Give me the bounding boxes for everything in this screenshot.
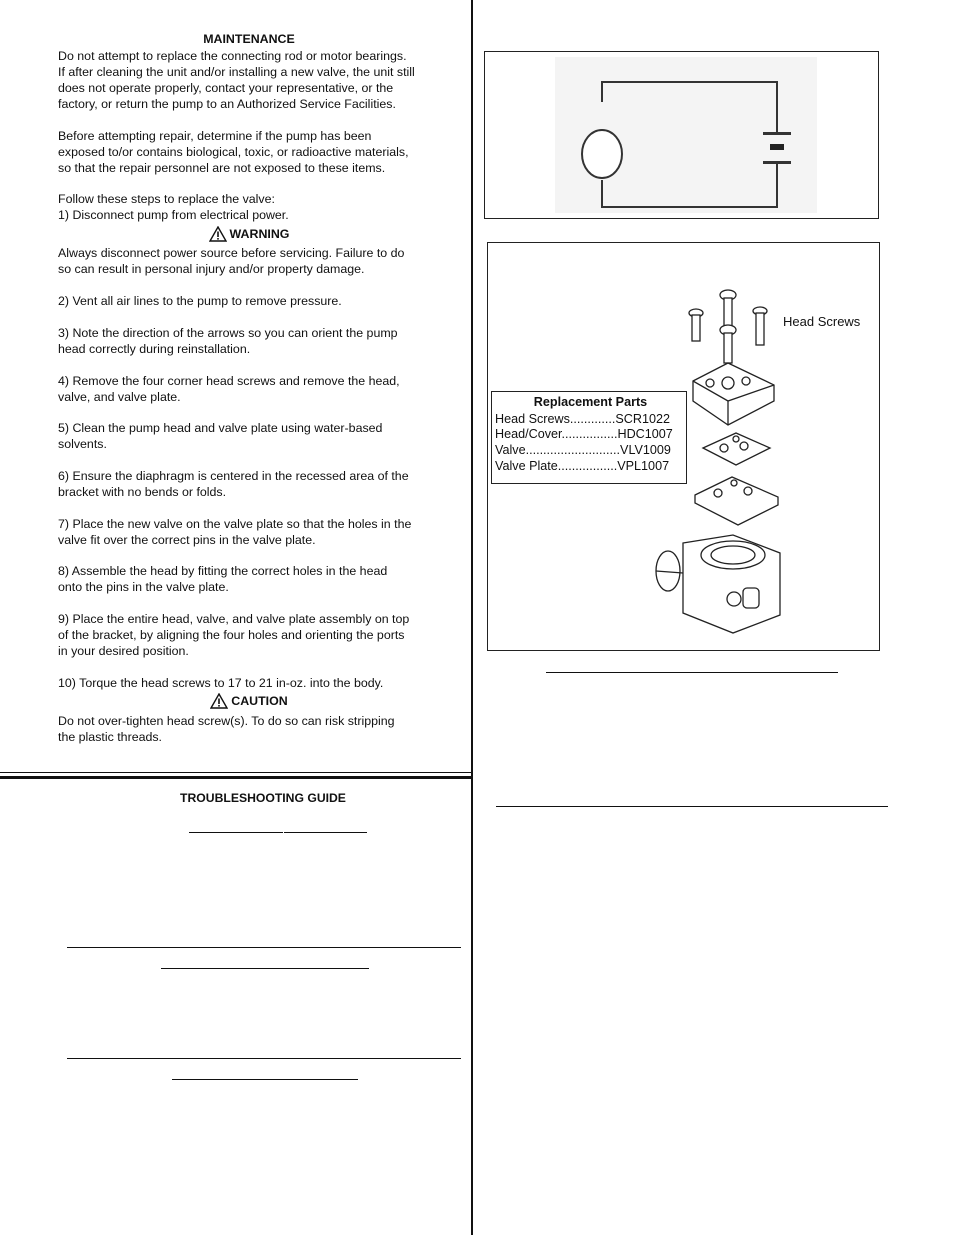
troubleshooting-heading: TROUBLESHOOTING GUIDE [180, 791, 346, 805]
section-separator [0, 772, 472, 773]
text-line: 3) Note the direction of the arrows so you can orient the pump [58, 326, 398, 340]
replacement-parts-title: Replacement Parts [533, 395, 648, 409]
valve-icon [703, 433, 770, 465]
text-line: If after cleaning the unit and/or installing a new valve, the unit still [58, 65, 415, 79]
part-row: Valve Plate.................VPL1007 [495, 458, 670, 473]
text-line: 8) Assemble the head by fitting the correct holes in the head [58, 564, 388, 578]
rule-line [189, 832, 283, 833]
text-line: the plastic threads. [58, 730, 163, 744]
step-2: 2) Vent all air lines to the pump to remove pressure. [58, 294, 342, 308]
text-line: in your desired position. [58, 644, 189, 658]
part-row: Head/Cover................HDC1007 [495, 427, 673, 442]
warning-label [58, 226, 440, 242]
steps-intro [58, 191, 458, 223]
maintenance-heading: MAINTENANCE [203, 32, 295, 46]
text-line: Always disconnect power source before servicing. Failure to do [58, 246, 405, 260]
text-line: valve fit over the correct pins in the valve plate. [58, 533, 316, 547]
text-line: 5) Clean the pump head and valve plate using water-based [58, 421, 383, 435]
maintenance-precaution [58, 128, 458, 176]
step-6 [58, 468, 458, 500]
text-line: 6) Ensure the diaphragm is centered in the recessed area of the [58, 469, 409, 483]
step-7 [58, 516, 458, 548]
caution-label [58, 693, 440, 709]
motor-icon [582, 130, 622, 178]
section-separator-thick [0, 776, 472, 779]
text-line: does not operate properly, contact your representative, or the [58, 81, 394, 95]
warning-triangle-icon [209, 226, 227, 242]
text-line: of the bracket, by aligning the four holes and orienting the ports [58, 628, 405, 642]
text-line: so that the repair personnel are not exposed to these items. [58, 161, 386, 175]
step-10: 10) Torque the head screws to 17 to 21 in-oz. into the body. [58, 676, 384, 690]
text-line: 9) Place the entire head, valve, and valve plate assembly on top [58, 612, 410, 626]
text-line: 7) Place the new valve on the valve plate so that the holes in the [58, 517, 412, 531]
rule-line [67, 1058, 461, 1059]
text-line: Do not attempt to replace the connecting rod or motor bearings. [58, 49, 407, 63]
rule-line [284, 832, 367, 833]
text-line: Follow these steps to replace the valve: [58, 192, 275, 206]
caution-text-label: CAUTION [231, 694, 288, 708]
text-line: factory, or return the pump to an Authorized Service Facilities. [58, 97, 396, 111]
screw-icon [689, 290, 767, 363]
step-8 [58, 563, 458, 595]
rule-line [496, 806, 888, 807]
caution-text [58, 713, 458, 745]
text-line: exposed to/or contains biological, toxic, or radioactive materials, [58, 145, 409, 159]
part-row: Valve...........................VLV1009 [495, 443, 671, 458]
pump-head-icon [693, 363, 774, 425]
text-line: Before attempting repair, determine if the pump has been [58, 129, 372, 143]
text-line: so can result in personal injury and/or property damage. [58, 262, 365, 276]
rule-line [67, 947, 461, 948]
text-line: 4) Remove the four corner head screws and remove the head, [58, 374, 400, 388]
pump-body-icon [656, 535, 780, 633]
circuit-diagram-box [484, 51, 879, 219]
caution-triangle-icon [210, 693, 228, 709]
rule-line [161, 968, 369, 969]
text-line: onto the pins in the valve plate. [58, 580, 229, 594]
column-divider [471, 0, 473, 1235]
step-3 [58, 325, 458, 357]
valve-plate-icon [695, 477, 778, 525]
replacement-parts-box [491, 391, 687, 484]
rule-line [546, 672, 838, 673]
text-line: Do not over-tighten head screw(s). To do so can risk stripping [58, 714, 395, 728]
text-line: valve, and valve plate. [58, 390, 181, 404]
circuit-diagram [485, 52, 878, 218]
head-screws-label: Head Screws [783, 314, 861, 329]
battery-icon [763, 132, 791, 135]
step-4 [58, 373, 458, 405]
rule-line [172, 1079, 358, 1080]
text-line: solvents. [58, 437, 107, 451]
step-1: 1) Disconnect pump from electrical power. [58, 208, 289, 222]
part-row: Head Screws.............SCR1022 [495, 411, 670, 426]
warning-text [58, 245, 458, 277]
step-9 [58, 611, 458, 659]
step-5 [58, 420, 458, 452]
text-line: bracket with no bends or folds. [58, 485, 227, 499]
warning-text-label: WARNING [229, 227, 290, 241]
maintenance-intro [58, 48, 458, 112]
text-line: head correctly during reinstallation. [58, 342, 251, 356]
